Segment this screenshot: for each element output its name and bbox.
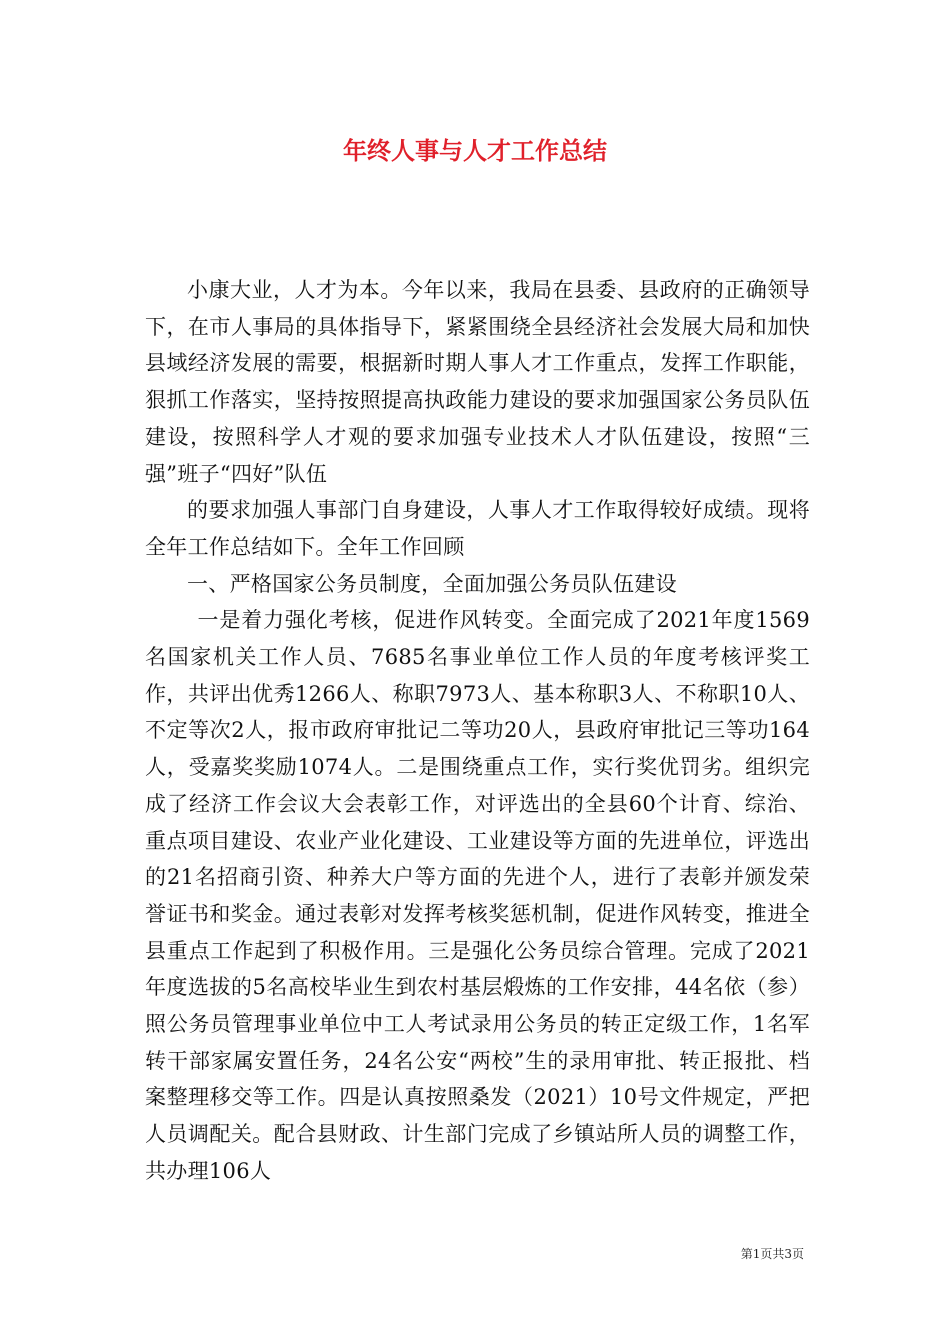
paragraph-intro-continued: 的要求加强人事部门自身建设，人事人才工作取得较好成绩。现将全年工作总结如下。全年工作回顾 xyxy=(145,498,810,559)
paragraph-intro: 小康大业，人才为本。今年以来，我局在县委、县政府的正确领导下，在市人事局的具体指导下，紧紧围绕全县经济社会发展大局和加快县域经济发展的需要，根据新时期人事人才工作重点，发挥工作职能，狠抓工作落实，坚持按照提高执政能力建设的要求加强国家公务员队伍建设，按照科学人才观的要求加强专业技术人才队伍建设，按照“三强”班子“四好”队伍 xyxy=(145,278,810,486)
document-body xyxy=(145,272,810,1190)
section-heading-1: 一、严格国家公务员制度，全面加强公务员队伍建设 xyxy=(187,571,677,596)
paragraph-section-1: 一是着力强化考核，促进作风转变。全面完成了2021年度1569名国家机关工作人员、7685名事业单位工作人员的年度考核评奖工作，共评出优秀1266人、称职7973人、基本称职3人、不称职10人、不定等次2人，报市政府审批记二等功20人，县政府审批记三等功164人，受嘉奖奖励1074人。二是围绕重点工作，实行奖优罚劣。组织完成了经济工作会议大会表彰工作，对评选出的全县60个计育、综治、重点项目建设、农业产业化建设、工业建设等方面的先进单位，评选出的21名招商引资、种养大户等方面的先进个人，进行了表彰并颁发荣誉证书和奖金。通过表彰对发挥考核奖惩机制，促进作风转变，推进全县重点工作起到了积极作用。三是强化公务员综合管理。完成了2021年度选拔的5名高校毕业生到农村基层煅炼的工作安排，44名依（参）照公务员管理事业单位中工人考试录用公务员的转正定级工作，1名军转干部家属安置任务，24名公安“两校”生的录用审批、转正报批、档案整理移交等工作。四是认真按照桑发（2021）10号文件规定，严把人员调配关。配合县财政、计生部门完成了乡镇站所人员的调整工作，共办理106人 xyxy=(145,608,810,1183)
document-title: 年终人事与人才工作总结 xyxy=(343,136,607,165)
page-indicator: 第1页共3页 xyxy=(740,1247,804,1261)
